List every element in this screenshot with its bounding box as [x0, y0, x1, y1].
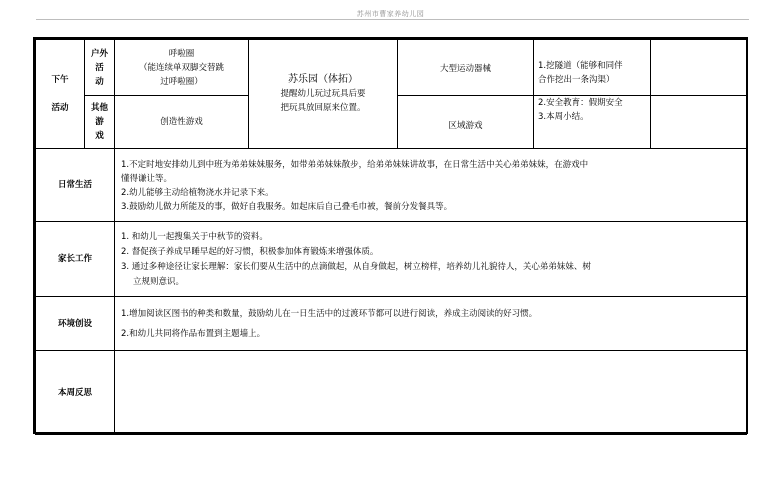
other-safety-education: 2.安全教育：假期安全 3.本周小结。 [534, 96, 651, 149]
weekly-reflection-content [115, 351, 747, 435]
other-area-games: 区域游戏 [398, 96, 534, 149]
env-creation-item: 1.增加阅读区图书的种类和数量，鼓励幼儿在一日生活中的过渡环节都可以进行阅读，养成主动阅读的好习惯。 [121, 309, 538, 319]
daily-life-label: 日常生活 [36, 149, 115, 222]
daily-life-item: 1.不定时地安排幼儿到中班为弟弟妹妹服务，如带弟弟妹妹散步，给弟弟妹妹讲故事，在日常生活中关心弟弟妹妹，在游戏中 [121, 159, 589, 170]
outdoor-activity-label: 户外活 动 [85, 40, 115, 96]
page-header [0, 0, 781, 24]
parent-work-item: 3. 通过多种途径让家长理解：家长们要从生活中的点滴做起，从自身做起，树立榜样，培养幼儿礼貌待人，关心弟弟妹妹、树 [121, 261, 591, 272]
sule-park-cell: 苏乐园（体拓） 提醒幼儿玩过玩具后要 把玩具放回原来位置。 [249, 40, 398, 149]
weekly-reflection-label: 本周反思 [36, 351, 115, 435]
header-title: 苏州市曹家养幼儿园 [356, 10, 425, 18]
outdoor-tunnel-digging: 1.挖隧道（能够和同伴 合作挖出一条沟渠） [534, 40, 651, 96]
afternoon-activity-label: 下午 活动 [36, 40, 85, 149]
other-games-label: 其他游 戏 [85, 96, 115, 149]
outdoor-large-equipment: 大型运动器械 [398, 40, 534, 96]
daily-life-item: 2.幼儿能够主动给植物浇水并记录下来。 [121, 187, 274, 198]
daily-life-item: 3.鼓励幼儿做力所能及的事，做好自我服务。如起床后自己叠毛巾被，餐前分发餐具等。 [121, 201, 453, 212]
parent-work-label: 家长工作 [36, 222, 115, 297]
parent-work-content [115, 222, 747, 297]
other-creative-games: 创造性游戏 [115, 96, 249, 149]
parent-work-item: 2. 督促孩子养成早睡早起的好习惯，积极参加体育锻炼来增强体质。 [121, 246, 379, 257]
outdoor-empty-cell [651, 40, 747, 96]
other-empty-cell [651, 96, 747, 149]
header-rule [36, 19, 749, 20]
outdoor-hula-hoop: 呼啦圈 （能连续单双脚交替跳 过呼啦圈） [115, 40, 249, 96]
daily-life-item: 懂得谦让等。 [121, 173, 173, 184]
daily-life-content [115, 149, 747, 222]
env-creation-content [115, 297, 747, 351]
env-creation-label: 环境创设 [36, 297, 115, 351]
parent-work-item: 1. 和幼儿一起搜集关于中秋节的资料。 [121, 231, 268, 242]
env-creation-item: 2.和幼儿共同将作品布置到主题墙上。 [121, 329, 266, 339]
weekly-plan-table [33, 37, 748, 434]
parent-work-item: 立规则意识。 [133, 276, 185, 287]
